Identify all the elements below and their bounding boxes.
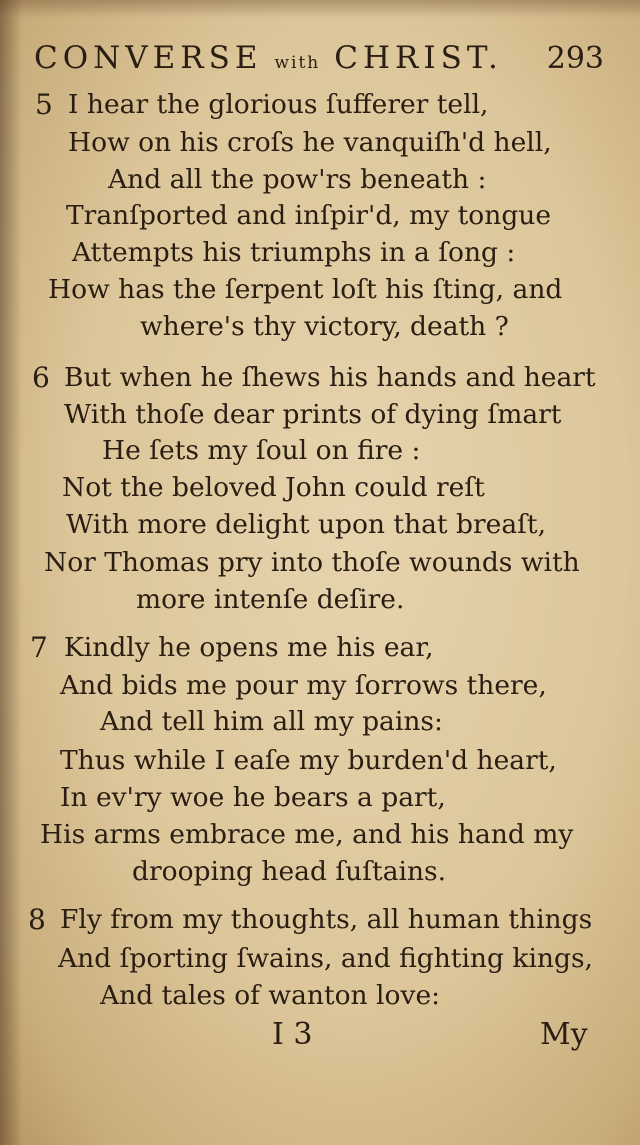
verse-line: Attempts his triumphs in a ſong : — [72, 237, 516, 268]
verse-line: Nor Thomas pry into thoſe wounds with — [44, 547, 580, 578]
verse-line: But when he ſhews his hands and heart — [64, 362, 596, 393]
stanza-number: 7 — [30, 631, 48, 664]
verse-line: more intenſe deſire. — [136, 584, 405, 615]
verse-line: How has the ſerpent loſt his ſting, and — [48, 274, 563, 305]
verse-line: Thus while I eaſe my burden'd heart, — [60, 745, 557, 776]
stanza-number: 6 — [32, 361, 50, 394]
page-gutter-shadow — [0, 0, 22, 1145]
verse-line: Not the beloved John could reſt — [62, 472, 485, 503]
verse-line: His arms embrace me, and his hand my — [40, 819, 574, 850]
header-title-with: with — [274, 53, 321, 73]
header-title-christ: CHRIST. — [334, 40, 503, 76]
page-number: 293 — [546, 41, 604, 76]
verse-line: How on his croſs he vanquiſh'd hell, — [68, 127, 552, 158]
stanza-number: 8 — [28, 903, 46, 936]
verse-line: And ſporting ſwains, and fighting kings, — [58, 943, 593, 974]
verse-line: And all the pow'rs beneath : — [108, 164, 487, 195]
verse-line: Fly from my thoughts, all human things — [60, 904, 593, 935]
verse-line: drooping head ſuſtains. — [132, 856, 447, 887]
verse-line: In ev'ry woe he bears a part, — [60, 782, 446, 813]
verse-line: Tranſported and inſpir'd, my tongue — [66, 200, 552, 231]
running-header — [34, 40, 604, 84]
page-top-edge — [0, 0, 640, 18]
catchword: My — [540, 1017, 588, 1052]
header-title-converse: CONVERSE — [34, 40, 263, 76]
verse-line: With thoſe dear prints of dying ſmart — [64, 399, 562, 430]
signature-mark: I 3 — [272, 1017, 313, 1052]
verse-line: With more delight upon that breaſt, — [66, 509, 547, 540]
verse-line: And tales of wanton love: — [100, 980, 441, 1011]
verse-line: He ſets my ſoul on fire : — [102, 435, 421, 466]
verse-line: And tell him all my pains: — [100, 706, 443, 737]
verse-line: where's thy victory, death ? — [140, 311, 509, 342]
stanza-number: 5 — [35, 88, 53, 121]
verse-line: I hear the glorious ſufferer tell, — [68, 89, 489, 120]
verse-line: Kindly he opens me his ear, — [64, 632, 434, 663]
verse-line: And bids me pour my ſorrows there, — [60, 670, 547, 701]
